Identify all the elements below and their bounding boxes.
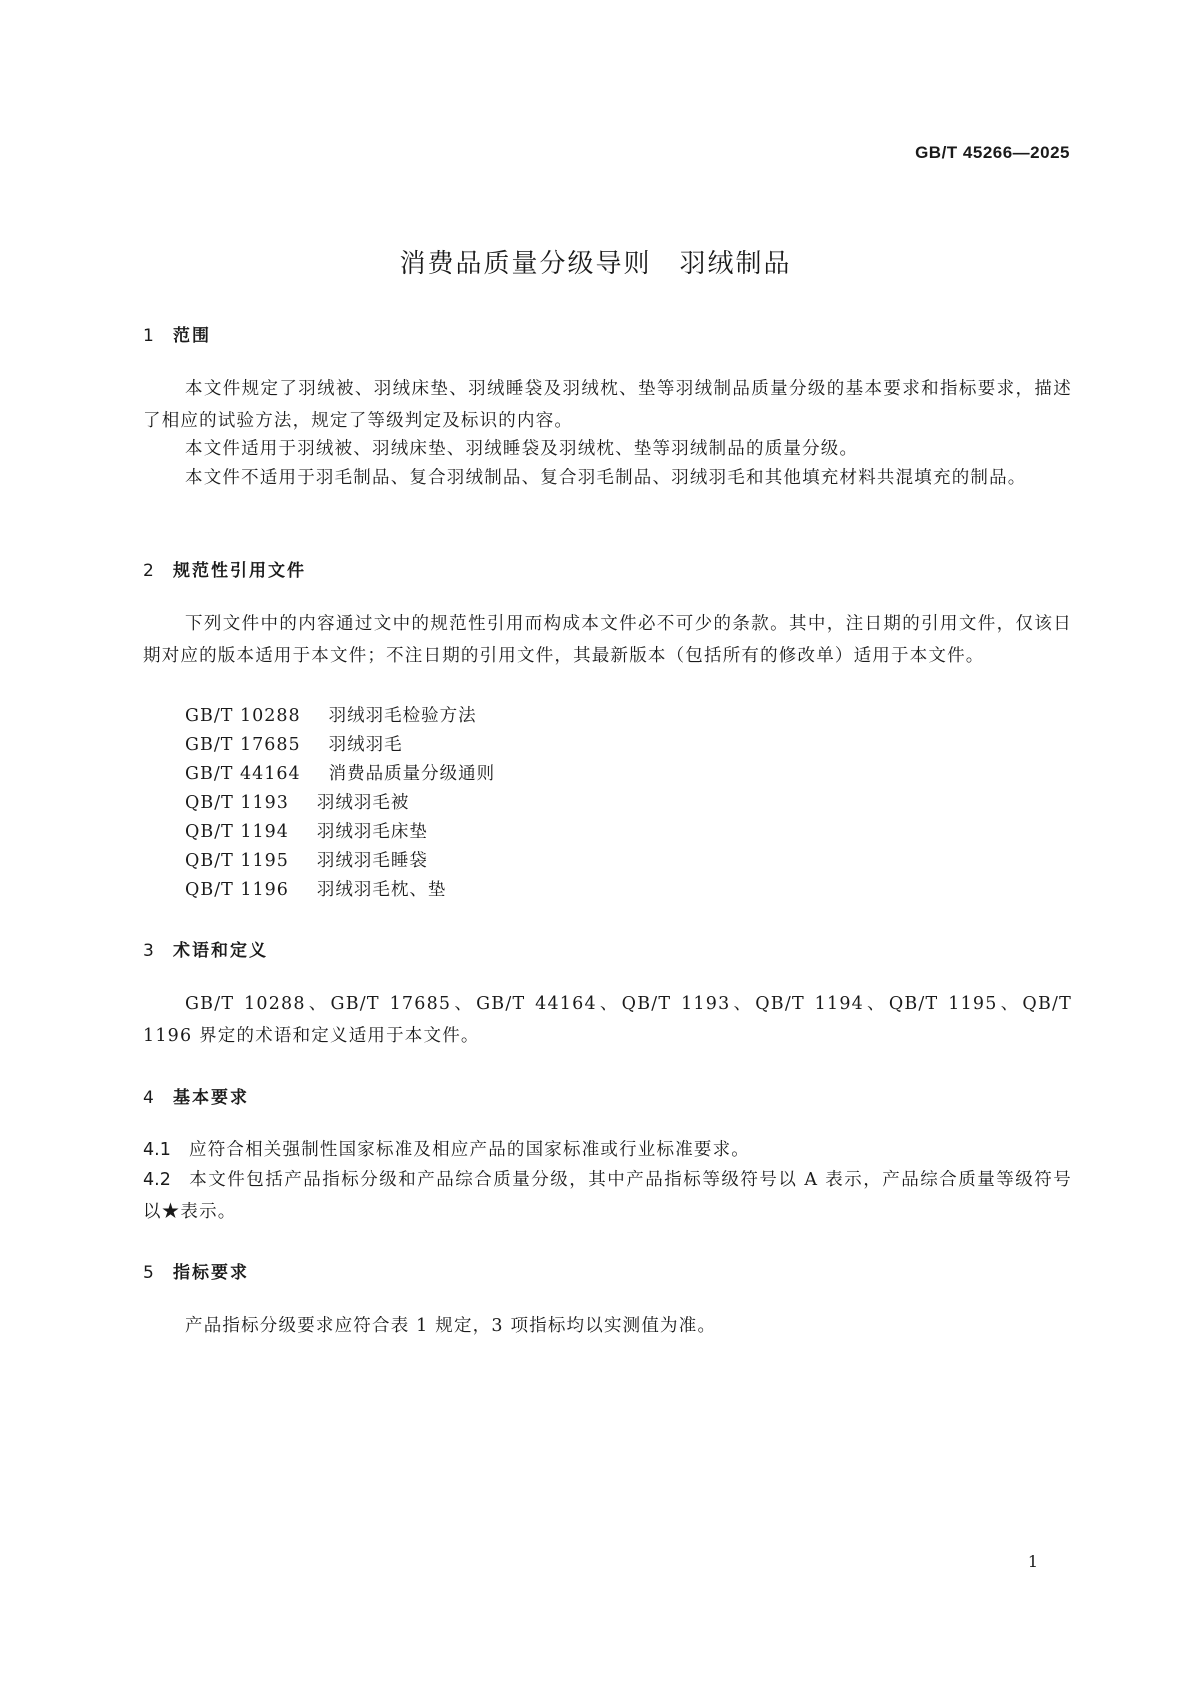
- standard-code: GB/T 45266—2025: [915, 143, 1070, 162]
- section-4-heading: [143, 1083, 249, 1108]
- reference-item: [185, 731, 403, 756]
- section-5-paragraph: 产品指标分级要求应符合表 1 规定，3 项指标均以实测值为准。: [185, 1316, 717, 1336]
- section-title: 规范性引用文件: [173, 561, 306, 581]
- section-title: 基本要求: [173, 1088, 249, 1108]
- section-title: 范围: [173, 326, 211, 346]
- reference-item: [185, 847, 428, 872]
- section-number: 3: [143, 941, 156, 961]
- section-1-paragraph-2: 本文件适用于羽绒被、羽绒床垫、羽绒睡袋及羽绒枕、垫等羽绒制品的质量分级。: [185, 439, 859, 459]
- reference-code: QB/T 1193: [185, 793, 289, 813]
- section-1-paragraph-1: 本文件规定了羽绒被、羽绒床垫、羽绒睡袋及羽绒枕、垫等羽绒制品质量分级的基本要求和指标要求，描述了相应的试验方法，规定了等级判定及标识的内容。: [143, 379, 1072, 431]
- reference-item: [185, 818, 428, 843]
- document-title: [0, 243, 1191, 280]
- reference-title: 消费品质量分级通则: [328, 764, 496, 784]
- section-number: 5: [143, 1263, 156, 1283]
- reference-code: GB/T 17685: [185, 735, 301, 755]
- reference-title: 羽绒羽毛床垫: [316, 822, 428, 842]
- section-2-heading: [143, 556, 306, 581]
- reference-code: QB/T 1195: [185, 851, 289, 871]
- section-number: 4: [143, 1088, 156, 1108]
- clause-number: 4.1: [143, 1140, 171, 1160]
- section-3-paragraph: GB/T 10288、GB/T 17685、GB/T 44164、QB/T 1193、QB/T 1194、QB/T 1195、QB/T 1196 界定的术语和定义适用于本文件。: [143, 994, 1072, 1046]
- reference-item: [185, 702, 477, 727]
- section-2-intro: 下列文件中的内容通过文中的规范性引用而构成本文件必不可少的条款。其中，注日期的引用文件，仅该日期对应的版本适用于本文件；不注日期的引用文件，其最新版本（包括所有的修改单）适用于本文件。: [143, 614, 1072, 666]
- reference-item: [185, 760, 495, 785]
- clause-number: 4.2: [143, 1170, 171, 1190]
- section-5-heading: [143, 1258, 249, 1283]
- reference-title: 羽绒羽毛睡袋: [316, 851, 428, 871]
- clause-4-1: [143, 1135, 1072, 1167]
- section-1-paragraph-3: 本文件不适用于羽毛制品、复合羽绒制品、复合羽毛制品、羽绒羽毛和其他填充材料共混填充的制品。: [185, 468, 1027, 488]
- reference-title: 羽绒羽毛: [328, 735, 403, 755]
- reference-code: GB/T 10288: [185, 706, 301, 726]
- section-number: 1: [143, 326, 156, 346]
- clause-text: 应符合相关强制性国家标准及相应产品的国家标准或行业标准要求。: [189, 1140, 750, 1160]
- section-number: 2: [143, 561, 156, 581]
- section-title: 指标要求: [173, 1263, 249, 1283]
- reference-code: GB/T 44164: [185, 764, 301, 784]
- title-main: 消费品质量分级导则: [399, 249, 652, 279]
- section-3-heading: [143, 936, 268, 961]
- page-number: 1: [1027, 1552, 1038, 1571]
- title-sub: 羽绒制品: [679, 249, 792, 279]
- reference-item: [185, 789, 409, 814]
- reference-item: [185, 876, 446, 901]
- clause-4-2: [143, 1165, 1072, 1228]
- reference-title: 羽绒羽毛检验方法: [328, 706, 477, 726]
- reference-title: 羽绒羽毛被: [316, 793, 410, 813]
- reference-title: 羽绒羽毛枕、垫: [316, 880, 447, 900]
- clause-text: 本文件包括产品指标分级和产品综合质量分级，其中产品指标等级符号以 A 表示，产品综合质量等级符号以★表示。: [143, 1170, 1072, 1222]
- section-1-heading: [143, 321, 211, 346]
- reference-code: QB/T 1196: [185, 880, 289, 900]
- section-title: 术语和定义: [173, 941, 268, 961]
- reference-code: QB/T 1194: [185, 822, 289, 842]
